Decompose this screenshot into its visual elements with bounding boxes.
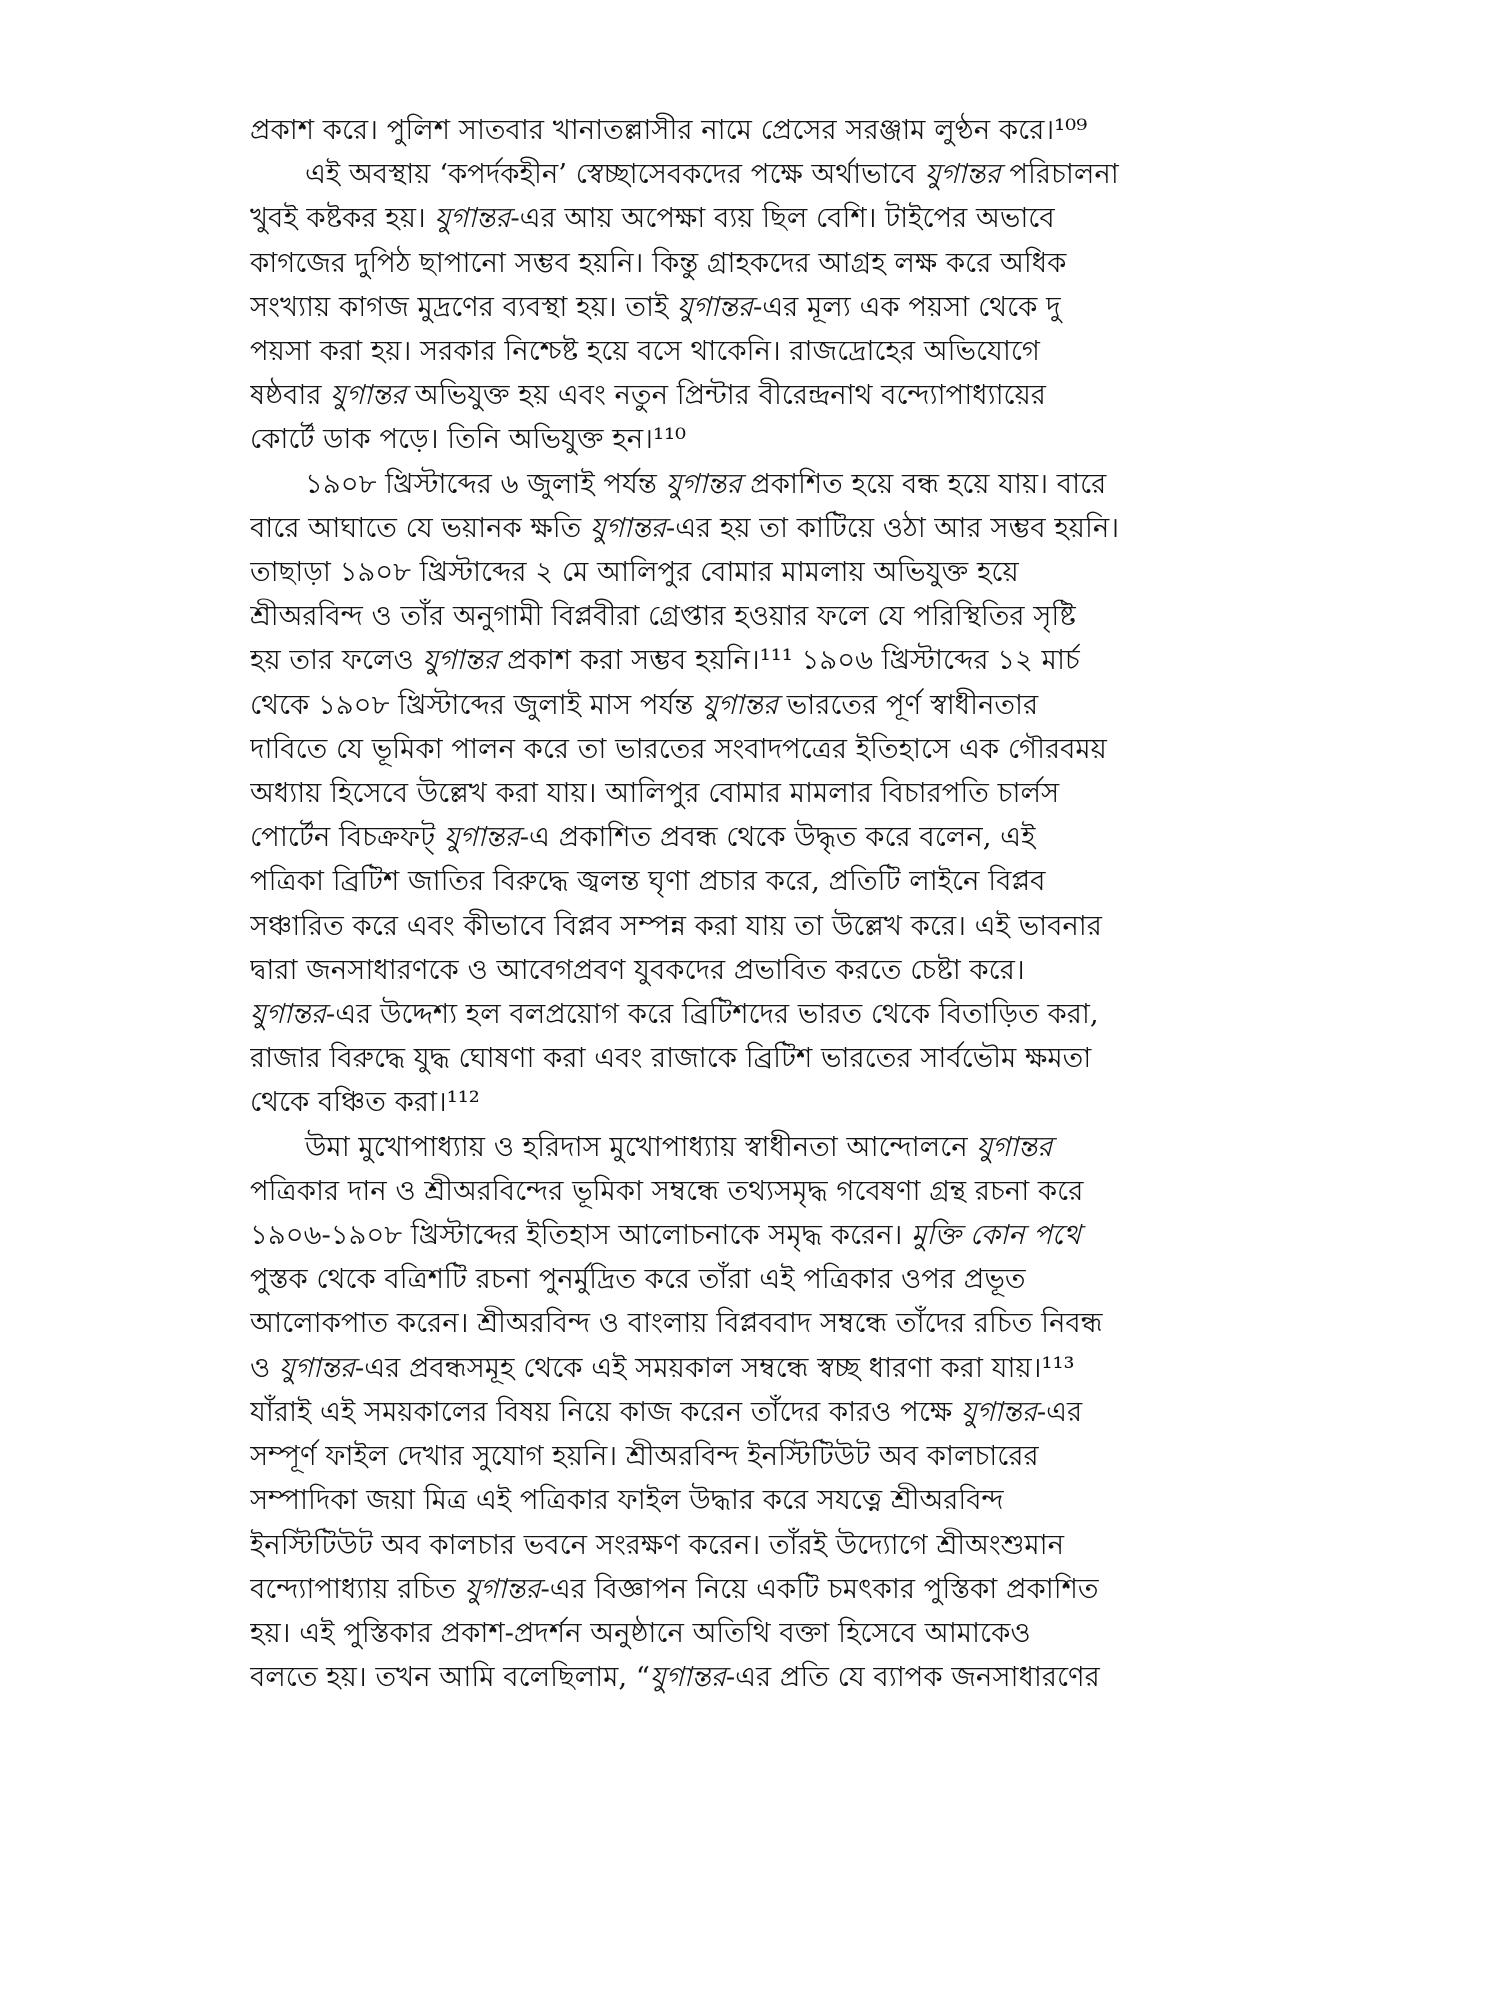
paragraph <box>250 1125 1250 1700</box>
italic-title: যুগান্তর <box>464 1572 541 1605</box>
text-line: কোর্টে ডাক পড়ে। তিনি অভিযুক্ত হন।¹¹⁰ <box>250 423 687 456</box>
text-line: হয়। এই পুস্তিকার প্রকাশ-প্রদর্শন অনুষ্ঠানে অতিথি বক্তা হিসেবে আমাকেও <box>250 1616 1031 1649</box>
italic-title: যুগান্তর <box>330 379 407 412</box>
text-line: কাগজের দুপিঠ ছাপানো সম্ভব হয়নি। কিন্তু গ্রাহকদের আগ্রহ লক্ষ করে অধিক <box>250 246 1067 279</box>
text-line: ও যুগান্তর-এর প্রবন্ধসমূহ থেকে এই সময়কাল সম্বন্ধে স্বচ্ছ ধারণা করা যায়।¹¹³ <box>250 1351 1075 1384</box>
text-line: বারে আঘাতে যে ভয়ানক ক্ষতি যুগান্তর-এর হয় তা কাটিয়ে ওঠা আর সম্ভব হয়নি। <box>250 511 1120 544</box>
text-line: বলতে হয়। তখন আমি বলেছিলাম, “যুগান্তর-এর প্রতি যে ব্যাপক জনসাধারণের <box>250 1661 1100 1694</box>
text-line: এই অবস্থায় ‘কপর্দকহীন’ স্বেচ্ছাসেবকদের পক্ষে অর্থাভাবে যুগান্তর পরিচালনা <box>305 158 1119 191</box>
text-line: ১৯০৬-১৯০৮ খ্রিস্টাব্দের ইতিহাস আলোচনাকে সমৃদ্ধ করেন। মুক্তি কোন পথে <box>250 1219 1081 1252</box>
text-line: উমা মুখোপাধ্যায় ও হরিদাস মুখোপাধ্যায় স্বাধীনতা আন্দোলনে যুগান্তর <box>305 1130 1053 1163</box>
text-line: পত্রিকার দান ও শ্রীঅরবিন্দের ভূমিকা সম্বন্ধে তথ্যসমৃদ্ধ গবেষণা গ্রন্থ রচনা করে <box>250 1174 1084 1207</box>
italic-title: যুগান্তর <box>589 511 666 544</box>
text-line: যাঁরাই এই সময়কালের বিষয় নিয়ে কাজ করেন তাঁদের কারও পক্ষে যুগান্তর-এর <box>250 1395 1083 1428</box>
italic-title: যুগান্তর <box>960 1395 1037 1428</box>
text-line: অধ্যায় হিসেবে উল্লেখ করা যায়। আলিপুর বোমার মামলার বিচারপতি চার্লস <box>250 777 1060 810</box>
text-line: শ্রীঅরবিন্দ ও তাঁর অনুগামী বিপ্লবীরা গ্রেপ্তার হওয়ার ফলে যে পরিস্থিতির সৃষ্টি <box>250 600 1076 633</box>
text-line: সংখ্যায় কাগজ মুদ্রণের ব্যবস্থা হয়। তাই যুগান্তর-এর মূল্য এক পয়সা থেকে দু <box>250 290 1061 323</box>
italic-title: যুগান্তর <box>649 1661 726 1694</box>
text-line: হয় তার ফলেও যুগান্তর প্রকাশ করা সম্ভব হয়নি।¹¹¹ ১৯০৬ খ্রিস্টাব্দের ১২ মার্চ <box>250 644 1080 677</box>
text-line: দ্বারা জনসাধারণকে ও আবেগপ্রবণ যুবকদের প্রভাবিত করতে চেষ্টা করে। <box>250 953 1025 986</box>
italic-title: যুগান্তর <box>443 821 520 854</box>
text-line: খুবই কষ্টকর হয়। যুগান্তর-এর আয় অপেক্ষা ব্যয় ছিল বেশি। টাইপের অভাবে <box>250 202 1055 235</box>
text-line: ১৯০৮ খ্রিস্টাব্দের ৬ জুলাই পর্যন্ত যুগান্তর প্রকাশিত হয়ে বন্ধ হয়ে যায়। বারে <box>305 467 1107 500</box>
text-line: প্রকাশ করে। পুলিশ সাতবার খানাতল্লাসীর নামে প্রেসের সরঞ্জাম লুণ্ঠন করে।¹⁰⁹ <box>250 114 1088 146</box>
italic-title: মুক্তি কোন পথে <box>911 1219 1081 1252</box>
text-line: থেকে ১৯০৮ খ্রিস্টাব্দের জুলাই মাস পর্যন্ত যুগান্তর ভারতের পূর্ণ স্বাধীনতার <box>250 688 1039 721</box>
text-line: থেকে বঞ্চিত করা।¹¹² <box>250 1086 480 1119</box>
text-line: পত্রিকা ব্রিটিশ জাতির বিরুদ্ধে জ্বলন্ত ঘৃণা প্রচার করে, প্রতিটি লাইনে বিপ্লব <box>250 865 1046 898</box>
text-line: পয়সা করা হয়। সরকার নিশ্চেষ্ট হয়ে বসে থাকেনি। রাজদ্রোহের অভিযোগে <box>250 335 1040 368</box>
italic-title: যুগান্তর <box>422 644 499 677</box>
italic-title: যুগান্তর <box>250 998 326 1031</box>
text-line: ইনস্টিটিউট অব কালচার ভবনে সংরক্ষণ করেন। তাঁরই উদ্যোগে শ্রীঅংশুমান <box>250 1528 1065 1561</box>
text-line: সঞ্চারিত করে এবং কীভাবে বিপ্লব সম্পন্ন করা যায় তা উল্লেখ করে। এই ভাবনার <box>250 909 1102 942</box>
italic-title: যুগান্তর <box>434 202 511 235</box>
italic-title: যুগান্তর <box>278 1351 355 1384</box>
italic-title: যুগান্তর <box>677 290 753 323</box>
text-line: দাবিতে যে ভূমিকা পালন করে তা ভারতের সংবাদপত্রের ইতিহাসে এক গৌরবময় <box>250 732 1107 765</box>
text-line: সম্পূর্ণ ফাইল দেখার সুযোগ হয়নি। শ্রীঅরবিন্দ ইনস্টিটিউট অব কালচারের <box>250 1440 1039 1473</box>
text-line: তাছাড়া ১৯০৮ খ্রিস্টাব্দের ২ মে আলিপুর বোমার মামলায় অভিযুক্ত হয়ে <box>250 556 1019 589</box>
text-line: রাজার বিরুদ্ধে যুদ্ধ ঘোষণা করা এবং রাজাকে ব্রিটিশ ভারতের সার্বভৌম ক্ষমতা <box>250 1042 1092 1075</box>
text-line: পোর্টেন বিচক্রফট্ যুগান্তর-এ প্রকাশিত প্রবন্ধ থেকে উদ্ধৃত করে বলেন, এই <box>250 821 1036 854</box>
text-line: আলোকপাত করেন। শ্রীঅরবিন্দ ও বাংলায় বিপ্লববাদ সম্বন্ধে তাঁদের রচিত নিবন্ধ <box>250 1307 1103 1340</box>
italic-title: যুগান্তর <box>665 467 742 500</box>
paragraph <box>250 462 1250 1125</box>
text-line: সম্পাদিকা জয়া মিত্র এই পত্রিকার ফাইল উদ্ধার করে সযত্নে শ্রীঅরবিন্দ <box>250 1484 1004 1517</box>
text-line: ষষ্ঠবার যুগান্তর অভিযুক্ত হয় এবং নতুন প্রিন্টার বীরেন্দ্রনাথ বন্দ্যোপাধ্যায়ের <box>250 379 1046 412</box>
text-line: যুগান্তর-এর উদ্দেশ্য হল বলপ্রয়োগ করে ব্রিটিশদের ভারত থেকে বিতাড়িত করা, <box>250 998 1099 1031</box>
italic-title: যুগান্তর <box>702 688 779 721</box>
paragraph <box>250 152 1250 461</box>
italic-title: যুগান্তর <box>976 1130 1053 1163</box>
italic-title: যুগান্তর <box>924 158 1001 191</box>
text-line: পুস্তক থেকে বত্রিশটি রচনা পুনর্মুদ্রিত করে তাঁরা এই পত্রিকার ওপর প্রভূত <box>250 1263 1026 1296</box>
text-line: বন্দ্যোপাধ্যায় রচিত যুগান্তর-এর বিজ্ঞাপন নিয়ে একটি চমৎকার পুস্তিকা প্রকাশিত <box>250 1572 1099 1605</box>
paragraph <box>250 108 1250 152</box>
book-page <box>250 108 1250 1948</box>
